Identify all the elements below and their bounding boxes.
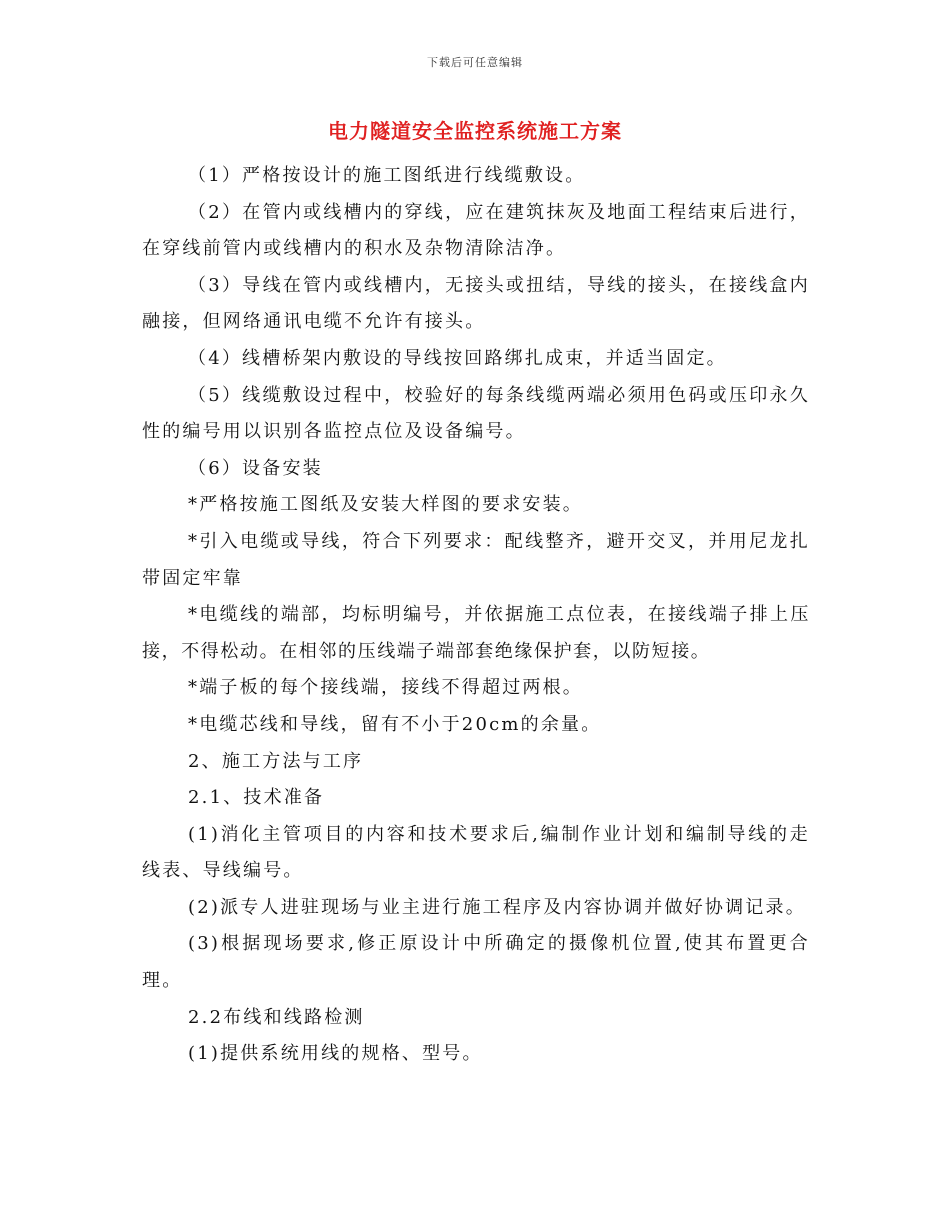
document-title: 电力隧道安全监控系统施工方案 (328, 119, 622, 143)
paragraph-5: （5）线缆敷设过程中，校验好的每条线缆两端必须用色码或压印永久性的编号用以识别各监控点位及设备编号。 (142, 384, 810, 443)
subsection-heading-2-2: 2.2布线和线路检测 (188, 1006, 365, 1028)
paragraph-10: *端子板的每个接线端，接线不得超过两根。 (188, 677, 583, 699)
paragraph-4: （4）线槽桥架内敷设的导线按回路绑扎成束，并适当固定。 (188, 347, 727, 369)
paragraph-12: (1)消化主管项目的内容和技术要求后,编制作业计划和编制导线的走线表、导线编号。 (142, 823, 810, 882)
document-body (142, 158, 810, 1073)
section-heading-2: 2、施工方法与工序 (188, 750, 364, 772)
subsection-heading-2-1: 2.1、技术准备 (188, 787, 325, 809)
paragraph-2: （2）在管内或线槽内的穿线，应在建筑抹灰及地面工程结束后进行，在穿线前管内或线槽内的积水及杂物清除洁净。 (142, 201, 810, 260)
paragraph-11: *电缆芯线和导线，留有不小于20cm的余量。 (188, 713, 602, 735)
paragraph-8: *引入电缆或导线，符合下列要求：配线整齐，避开交叉，并用尼龙扎带固定牢靠 (142, 530, 810, 589)
paragraph-1: （1）严格按设计的施工图纸进行线缆敷设。 (188, 165, 586, 186)
paragraph-9: *电缆线的端部，均标明编号，并依据施工点位表，在接线端子排上压接，不得松动。在相邻的压线端子端部套绝缘保护套，以防短接。 (142, 604, 810, 662)
paragraph-3: （3）导线在管内或线槽内，无接头或扭结，导线的接头，在接线盒内融接，但网络通讯电缆不允许有接头。 (142, 274, 810, 333)
paragraph-14: (3)根据现场要求,修正原设计中所确定的摄像机位置,使其布置更合理。 (142, 933, 810, 992)
page-header-note: 下载后可任意编辑 (427, 56, 523, 69)
paragraph-15: (1)提供系统用线的规格、型号。 (188, 1043, 483, 1065)
paragraph-7: *严格按施工图纸及安装大样图的要求安装。 (188, 494, 583, 516)
paragraph-6: （6）设备安装 (188, 457, 323, 479)
paragraph-13: (2)派专人进驻现场与业主进行施工程序及内容协调并做好协调记录。 (188, 896, 806, 918)
